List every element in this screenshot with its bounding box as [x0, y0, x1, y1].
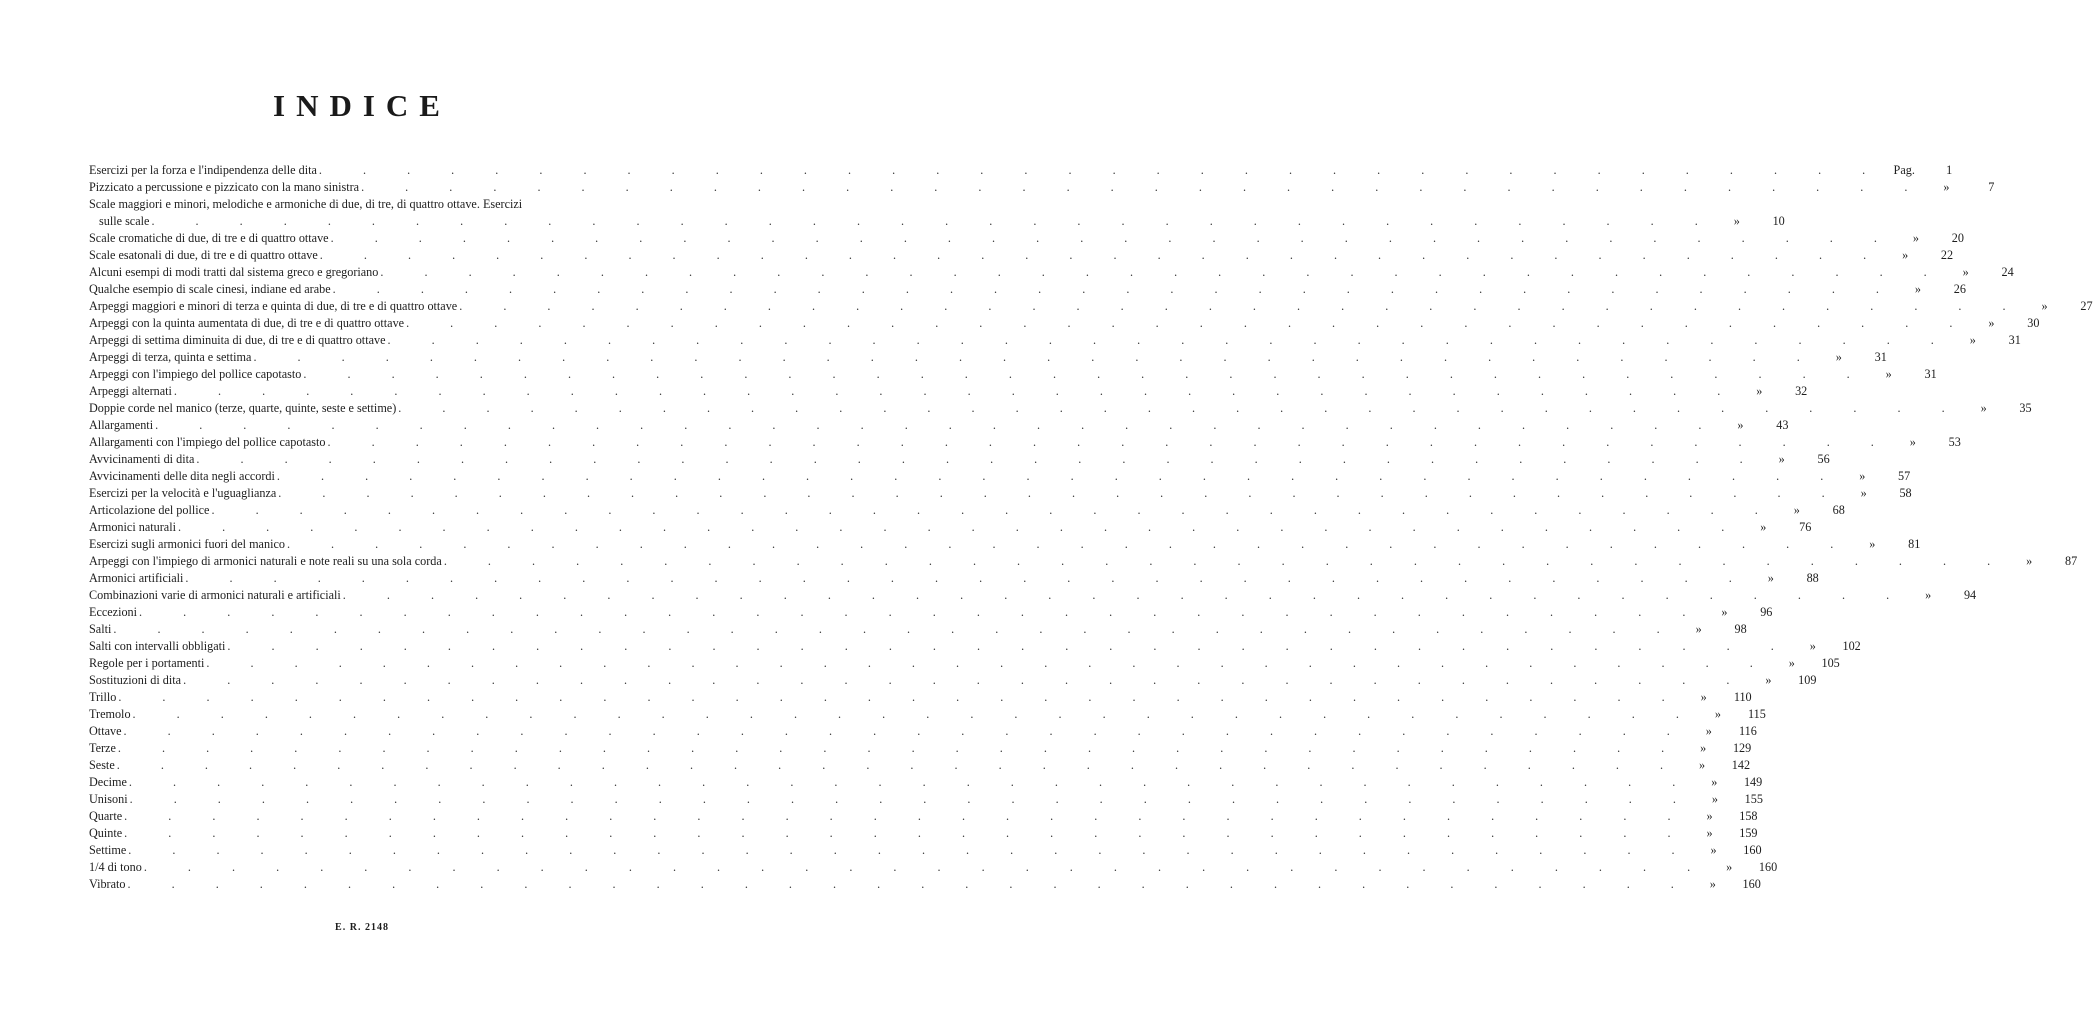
- ditto-mark: »: [1909, 435, 1916, 449]
- toc-entry-title: Arpeggi con l'impiego del pollice capotasto: [89, 367, 302, 381]
- toc-page-number: 98: [1734, 622, 1747, 636]
- toc-row: [89, 298, 2093, 315]
- toc-row: [89, 638, 1861, 655]
- ditto-mark: »: [1860, 486, 1867, 500]
- toc-entry: [89, 196, 1717, 230]
- toc-entry-title: Eccezioni: [89, 605, 138, 619]
- toc-row: [89, 366, 1937, 383]
- dot-leader: . . . . . . . . . . . . . . . . . . . . . . . . . . . . . . . . . . . .: [327, 435, 1893, 449]
- toc-entry-title: Arpeggi di terza, quinta e settima: [89, 350, 252, 364]
- toc-row: [89, 570, 1819, 587]
- toc-entry-title: Unisoni: [89, 792, 128, 806]
- toc-row: [89, 723, 1757, 740]
- toc-page-number: 27: [2080, 299, 2093, 313]
- toc-page-number: 56: [1817, 452, 1830, 466]
- footer-code: E. R. 2148: [335, 922, 389, 933]
- toc-page-number: 109: [1798, 673, 1817, 687]
- dot-leader: . . . . . . . . . . . . . . . . . . . . . . . . . . . . . . . . . . . .: [118, 690, 1684, 704]
- toc-page-number: 31: [2008, 333, 2021, 347]
- ditto-mark: »: [1914, 282, 1921, 296]
- toc-row: [89, 757, 1751, 774]
- toc-entry: [89, 672, 1748, 689]
- toc-page-number: 87: [2064, 554, 2078, 568]
- toc-entry-title: Ottave: [89, 724, 122, 738]
- toc-entry: [89, 400, 1964, 417]
- toc-page-number: 7: [1988, 180, 1995, 194]
- toc-entry-title: Armonici artificiali: [89, 571, 184, 585]
- ditto-mark: »: [1711, 775, 1718, 789]
- toc-entry: [89, 655, 1772, 672]
- toc-entry: [89, 842, 1694, 859]
- toc-row: [89, 502, 1845, 519]
- ditto-mark: »: [1726, 860, 1733, 874]
- dot-leader: . . . . . . . . . . . . . . . . . . . . . . . . . . . . . . . . . . . .: [380, 265, 1946, 279]
- dot-leader: . . . . . . . . . . . . . . . . . . . . . . . . . . . . . . . . . . . .: [459, 299, 2025, 313]
- ditto-mark: »: [1925, 588, 1932, 602]
- toc-row: [89, 536, 1921, 553]
- ditto-mark: »: [1969, 333, 1976, 347]
- ditto-mark: »: [1706, 826, 1713, 840]
- toc-entry-title: Combinazioni varie di armonici naturali e artificiali: [89, 588, 341, 602]
- toc-entry-title: Doppie corde nel manico (terze, quarte, quinte, seste e settime): [89, 401, 397, 415]
- toc-entry: [89, 638, 1793, 655]
- ditto-mark: »: [1760, 520, 1767, 534]
- toc-entry-title: Arpeggi alternati: [89, 384, 172, 398]
- ditto-mark: »: [1733, 214, 1740, 228]
- toc-row: [89, 604, 1773, 621]
- dot-leader: . . . . . . . . . . . . . . . . . . . . . . . . . . . . . . . . . . . .: [443, 554, 2010, 568]
- toc-page-number: 76: [1799, 520, 1812, 534]
- toc-entry-title: Armonici naturali: [89, 520, 176, 534]
- dot-leader: . . . . . . . . . . . . . . . . . . . . . . . . . . . . . . . . . . . .: [286, 537, 1853, 551]
- toc-entry: [89, 706, 1698, 723]
- dot-leader: . . . . . . . . . . . . . . . . . . . . . . . . . . . . . . . . . . . .: [151, 214, 1717, 228]
- dot-leader: . . . . . . . . . . . . . . . . . . . . . . . . . . . . . . . . . . . .: [361, 180, 1927, 194]
- ditto-mark: »: [1835, 350, 1842, 364]
- dot-leader: . . . . . . . . . . . . . . . . . . . . . . . . . . . . . . . . . . . .: [173, 384, 1740, 398]
- toc-entry: [89, 298, 2025, 315]
- dot-leader: . . . . . . . . . . . . . . . . . . . . . . . . . . . . . . . . . . . .: [227, 639, 1793, 653]
- toc-entry: [89, 434, 1893, 451]
- toc-row: [89, 230, 1964, 247]
- table-of-contents: [89, 162, 2093, 893]
- dot-leader: . . . . . . . . . . . . . . . . . . . . . . . . . . . . . . . . . . . .: [116, 758, 1683, 772]
- ditto-mark: »: [1709, 877, 1716, 891]
- toc-entry: [89, 723, 1689, 740]
- toc-page-number: 31: [1924, 367, 1937, 381]
- toc-entry-title: Esercizi per la velocità e l'uguaglianza: [89, 486, 277, 500]
- toc-entry: [89, 774, 1694, 791]
- toc-page-number: 155: [1744, 792, 1763, 806]
- ditto-mark: »: [1700, 741, 1707, 755]
- toc-row: [89, 451, 1830, 468]
- toc-entry: [89, 247, 1885, 264]
- toc-entry-title: Allargamenti: [89, 418, 154, 432]
- toc-entry-title: Articolazione del pollice: [89, 503, 210, 517]
- toc-page-number: 149: [1743, 775, 1763, 789]
- toc-page-number: 20: [1951, 231, 1964, 245]
- toc-page-number: 160: [1742, 877, 1761, 891]
- toc-entry-title: Arpeggi maggiori e minori di terza e quinta di due, di tre e di quattro ottave: [89, 299, 458, 313]
- toc-entry-title: Arpeggi con la quinta aumentata di due, di tre e di quattro ottave: [89, 316, 405, 330]
- toc-entry: [89, 179, 1926, 196]
- dot-leader: . . . . . . . . . . . . . . . . . . . . . . . . . . . . . . . . . . . .: [330, 231, 1896, 245]
- toc-entry-title: Scale cromatiche di due, di tre e di quattro ottave: [89, 231, 329, 245]
- dot-leader: . . . . . . . . . . . . . . . . . . . . . . . . . . . . . . . . . . . .: [185, 571, 1751, 585]
- toc-row: [89, 553, 2078, 570]
- toc-entry: [89, 604, 1704, 621]
- toc-row: [89, 859, 1778, 876]
- toc-entry: [89, 757, 1682, 774]
- toc-row: [89, 434, 1961, 451]
- dot-leader: . . . . . . . . . . . . . . . . . . . . . . . . . . . . . . . . . . . .: [278, 486, 1844, 500]
- ditto-mark: »: [1980, 401, 1987, 415]
- ditto-mark: »: [1756, 384, 1763, 398]
- dot-leader: . . . . . . . . . . . . . . . . . . . . . . . . . . . . . . . . . . . .: [196, 452, 1762, 466]
- ditto-mark: »: [1714, 707, 1721, 721]
- toc-row: [89, 485, 1912, 502]
- ditto-mark: »: [1912, 231, 1919, 245]
- toc-row: [89, 808, 1758, 825]
- toc-page-number: 30: [2027, 316, 2040, 330]
- toc-row: [89, 825, 1758, 842]
- ditto-mark: »: [1705, 724, 1712, 738]
- toc-page-number: 110: [1733, 690, 1752, 704]
- toc-entry-title: Quinte: [89, 826, 123, 840]
- toc-entry: [89, 281, 1898, 298]
- toc-row: [89, 264, 2014, 281]
- toc-entry-title: Arpeggi con l'impiego di armonici naturali e note reali su una sola corda: [89, 554, 442, 568]
- page-title: INDICE: [273, 88, 451, 123]
- ditto-mark: »: [1699, 758, 1706, 772]
- toc-entry: [89, 468, 1842, 485]
- dot-leader: . . . . . . . . . . . . . . . . . . . . . . . . . . . . . . . . . . . .: [319, 248, 1886, 262]
- toc-entry: [89, 859, 1709, 876]
- toc-page-number: 22: [1940, 248, 1954, 262]
- toc-entry-continuation-text: sulle scale: [99, 214, 150, 228]
- toc-entry-title: Seste: [89, 758, 115, 772]
- ditto-mark: »: [1962, 265, 1969, 279]
- toc-row: [89, 842, 1762, 859]
- dot-leader: . . . . . . . . . . . . . . . . . . . . . . . . . . . . . . . . . . . .: [318, 163, 1885, 177]
- toc-entry-title: Esercizi per la forza e l'indipendenza delle dita: [89, 163, 317, 177]
- toc-row: [89, 876, 1761, 893]
- toc-row: [89, 774, 1763, 791]
- dot-leader: . . . . . . . . . . . . . . . . . . . . . . . . . . . . . . . . . . . .: [143, 860, 1710, 874]
- dot-leader: . . . . . . . . . . . . . . . . . . . . . . . . . . . . . . . . . . . .: [124, 826, 1690, 840]
- toc-entry: [89, 808, 1690, 825]
- ditto-mark: »: [1859, 469, 1866, 483]
- toc-entry-title: Scale esatonali di due, di tre e di quattro ottave: [89, 248, 318, 262]
- toc-entry-title: Quarte: [89, 809, 123, 823]
- dot-leader: . . . . . . . . . . . . . . . . . . . . . . . . . . . . . . . . . . . .: [129, 792, 1695, 806]
- toc-entry-title: Arpeggi di settima diminuita di due, di tre e di quattro ottave: [89, 333, 386, 347]
- ditto-mark: »: [1711, 792, 1718, 806]
- toc-entry-title: Decime: [89, 775, 127, 789]
- toc-entry: [89, 587, 1908, 604]
- toc-page-number: 105: [1821, 656, 1840, 670]
- toc-entry: [89, 315, 1971, 332]
- dot-leader: . . . . . . . . . . . . . . . . . . . . . . . . . . . . . . . . . . . .: [387, 333, 1953, 347]
- toc-entry: [89, 553, 2009, 570]
- dot-leader: . . . . . . . . . . . . . . . . . . . . . . . . . . . . . . . . . . . .: [139, 605, 1705, 619]
- toc-entry: [89, 536, 1852, 553]
- dot-leader: . . . . . . . . . . . . . . . . . . . . . . . . . . . . . . . . . . . .: [155, 418, 1721, 432]
- page-abbreviation: Pag.: [1893, 163, 1915, 177]
- ditto-mark: »: [1793, 503, 1800, 517]
- toc-entry-title: Settime: [89, 843, 127, 857]
- toc-entry-title: Regole per i portamenti: [89, 656, 205, 670]
- toc-entry-title: Scale maggiori e minori, melodiche e armoniche di due, di tre, di quattro ottave. Esercizi: [89, 197, 523, 211]
- ditto-mark: »: [1988, 316, 1995, 330]
- toc-page-number: 160: [1758, 860, 1778, 874]
- toc-row: [89, 672, 1817, 689]
- toc-entry: [89, 791, 1695, 808]
- ditto-mark: »: [1700, 690, 1707, 704]
- ditto-mark: »: [1885, 367, 1892, 381]
- toc-row: [89, 468, 1911, 485]
- toc-row: [89, 706, 1766, 723]
- toc-row: [89, 689, 1752, 706]
- ditto-mark: »: [1788, 656, 1795, 670]
- toc-entry-title: Salti: [89, 622, 112, 636]
- toc-page-number: 26: [1953, 282, 1966, 296]
- ditto-mark: »: [1721, 605, 1728, 619]
- dot-leader: . . . . . . . . . . . . . . . . . . . . . . . . . . . . . . . . . . . .: [124, 809, 1690, 823]
- toc-entry: [89, 621, 1679, 638]
- toc-page-number: 158: [1739, 809, 1758, 823]
- toc-page-number: 94: [1963, 588, 1977, 602]
- toc-entry: [89, 876, 1693, 893]
- toc-entry-title: Alcuni esempi di modi tratti dal sistema greco e gregoriano: [89, 265, 379, 279]
- dot-leader: . . . . . . . . . . . . . . . . . . . . . . . . . . . . . . . . . . . .: [132, 707, 1698, 721]
- toc-entry-title: Allargamenti con l'impiego del pollice capotasto: [89, 435, 326, 449]
- toc-entry: [89, 740, 1683, 757]
- toc-page-number: 88: [1806, 571, 1819, 585]
- ditto-mark: »: [2041, 299, 2048, 313]
- toc-entry: [89, 519, 1743, 536]
- toc-row: [89, 791, 1763, 808]
- toc-page-number: 58: [1899, 486, 1912, 500]
- dot-leader: . . . . . . . . . . . . . . . . . . . . . . . . . . . . . . . . . . . .: [123, 724, 1689, 738]
- ditto-mark: »: [1869, 537, 1876, 551]
- ditto-mark: »: [1765, 673, 1772, 687]
- toc-row: [89, 655, 1840, 672]
- dot-leader: . . . . . . . . . . . . . . . . . . . . . . . . . . . . . . . . . . . .: [177, 520, 1744, 534]
- toc-entry: [89, 332, 1953, 349]
- toc-page-number: 10: [1772, 214, 1785, 228]
- ditto-mark: »: [1778, 452, 1785, 466]
- toc-row: [89, 383, 1808, 400]
- toc-entry-title: Tremolo: [89, 707, 131, 721]
- toc-entry-title: Esercizi sugli armonici fuori del manico: [89, 537, 285, 551]
- toc-entry-title: Terze: [89, 741, 116, 755]
- toc-row: [89, 162, 1953, 179]
- toc-row: [89, 417, 1789, 434]
- ditto-mark: »: [2026, 554, 2033, 568]
- dot-leader: . . . . . . . . . . . . . . . . . . . . . . . . . . . . . . . . . . . .: [128, 775, 1695, 789]
- toc-page-number: 96: [1760, 605, 1773, 619]
- toc-entry-title: 1/4 di tono: [89, 860, 142, 874]
- toc-page-number: 81: [1908, 537, 1921, 551]
- toc-row: [89, 315, 2040, 332]
- toc-entry: [89, 230, 1896, 247]
- dot-leader: . . . . . . . . . . . . . . . . . . . . . . . . . . . . . . . . . . . .: [276, 469, 1843, 483]
- toc-entry: [89, 366, 1869, 383]
- toc-entry: [89, 349, 1819, 366]
- toc-row: [89, 179, 1995, 196]
- toc-page-number: 160: [1743, 843, 1762, 857]
- toc-row: [89, 400, 2032, 417]
- toc-entry-title: Pizzicato a percussione e pizzicato con la mano sinistra: [89, 180, 360, 194]
- dot-leader: . . . . . . . . . . . . . . . . . . . . . . . . . . . . . . . . . . . .: [117, 741, 1684, 755]
- toc-row: [89, 587, 1977, 604]
- ditto-mark: »: [1902, 248, 1909, 262]
- toc-row: [89, 196, 1785, 230]
- ditto-mark: »: [1943, 180, 1950, 194]
- toc-row: [89, 621, 1747, 638]
- toc-entry-title: Vibrato: [89, 877, 126, 891]
- dot-leader: . . . . . . . . . . . . . . . . . . . . . . . . . . . . . . . . . . . .: [406, 316, 1972, 330]
- toc-entry-title: Qualche esempio di scale cinesi, indiane ed arabe: [89, 282, 331, 296]
- toc-entry-title: Avvicinamenti delle dita negli accordi: [89, 469, 275, 483]
- toc-page-number: 43: [1776, 418, 1789, 432]
- toc-entry-title: Trillo: [89, 690, 117, 704]
- toc-entry: [89, 825, 1690, 842]
- dot-leader: . . . . . . . . . . . . . . . . . . . . . . . . . . . . . . . . . . . .: [303, 367, 1869, 381]
- toc-entry: [89, 689, 1684, 706]
- toc-row: [89, 247, 1954, 264]
- toc-row: [89, 332, 2021, 349]
- toc-page-number: 1: [1946, 163, 1953, 177]
- dot-leader: . . . . . . . . . . . . . . . . . . . . . . . . . . . . . . . . . . . .: [398, 401, 1964, 415]
- toc-entry-title: Salti con intervalli obbligati: [89, 639, 226, 653]
- ditto-mark: »: [1710, 843, 1717, 857]
- toc-entry: [89, 570, 1751, 587]
- toc-page-number: 24: [2001, 265, 2014, 279]
- ditto-mark: »: [1809, 639, 1816, 653]
- toc-page-number: 159: [1739, 826, 1758, 840]
- toc-entry: [89, 417, 1720, 434]
- toc-entry: [89, 502, 1777, 519]
- toc-entry-continuation: [89, 213, 1717, 230]
- ditto-mark: »: [1767, 571, 1774, 585]
- dot-leader: . . . . . . . . . . . . . . . . . . . . . . . . . . . . . . . . . . . .: [342, 588, 1909, 602]
- toc-entry-title: Avvicinamenti di dita: [89, 452, 195, 466]
- dot-leader: . . . . . . . . . . . . . . . . . . . . . . . . . . . . . . . . . . . .: [332, 282, 1898, 296]
- dot-leader: . . . . . . . . . . . . . . . . . . . . . . . . . . . . . . . . . . . .: [206, 656, 1772, 670]
- ditto-mark: »: [1695, 622, 1702, 636]
- toc-entry-title: Sostituzioni di dita: [89, 673, 182, 687]
- toc-page-number: 102: [1842, 639, 1861, 653]
- toc-row: [89, 281, 1966, 298]
- toc-entry: [89, 162, 1884, 179]
- dot-leader: . . . . . . . . . . . . . . . . . . . . . . . . . . . . . . . . . . . .: [113, 622, 1679, 636]
- toc-page-number: 68: [1832, 503, 1845, 517]
- dot-leader: . . . . . . . . . . . . . . . . . . . . . . . . . . . . . . . . . . . .: [127, 877, 1693, 891]
- toc-entry: [89, 451, 1762, 468]
- dot-leader: . . . . . . . . . . . . . . . . . . . . . . . . . . . . . . . . . . . .: [128, 843, 1694, 857]
- toc-row: [89, 519, 1812, 536]
- toc-page-number: 31: [1874, 350, 1887, 364]
- dot-leader: . . . . . . . . . . . . . . . . . . . . . . . . . . . . . . . . . . . .: [183, 673, 1749, 687]
- toc-page-number: 57: [1898, 469, 1911, 483]
- toc-row: [89, 740, 1752, 757]
- toc-entry: [89, 485, 1844, 502]
- toc-entry: [89, 383, 1739, 400]
- toc-row: [89, 349, 1887, 366]
- ditto-mark: »: [1737, 418, 1744, 432]
- toc-page-number: 53: [1948, 435, 1961, 449]
- ditto-mark: »: [1706, 809, 1713, 823]
- toc-page-number: 32: [1795, 384, 1808, 398]
- toc-page-number: 115: [1748, 707, 1766, 721]
- dot-leader: . . . . . . . . . . . . . . . . . . . . . . . . . . . . . . . . . . . .: [211, 503, 1777, 517]
- toc-entry: [89, 264, 1946, 281]
- dot-leader: . . . . . . . . . . . . . . . . . . . . . . . . . . . . . . . . . . . .: [253, 350, 1819, 364]
- toc-page-number: 142: [1731, 758, 1751, 772]
- toc-page-number: 35: [2019, 401, 2032, 415]
- toc-page-number: 116: [1738, 724, 1757, 738]
- toc-page-number: 129: [1732, 741, 1752, 755]
